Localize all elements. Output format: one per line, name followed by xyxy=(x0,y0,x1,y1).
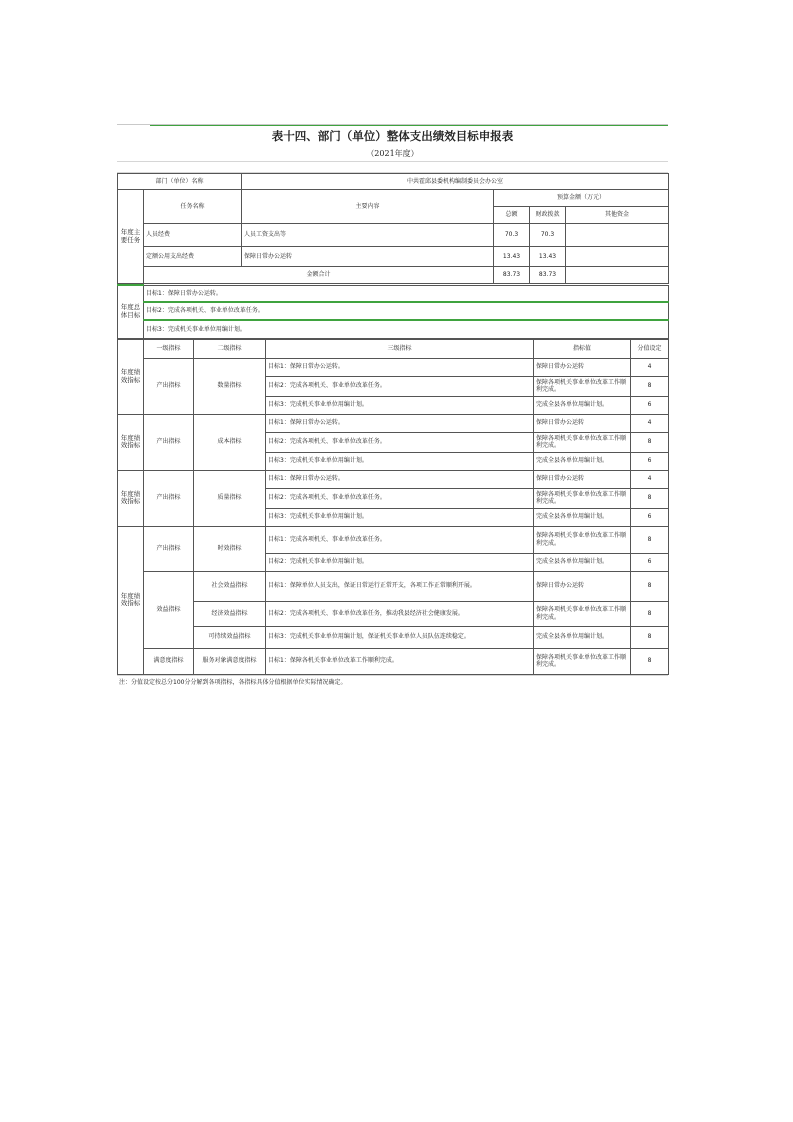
score-cell: 8 xyxy=(631,571,669,601)
goal-row xyxy=(118,320,669,338)
task-fiscal: 70.3 xyxy=(530,224,566,247)
indicator-row xyxy=(118,414,669,432)
l3-cell: 目标1：保障日常办公运转。 xyxy=(266,358,534,376)
value-cell: 完成全县各单位用编计划。 xyxy=(534,508,631,526)
l3-cell: 目标1：保障单位人员支出，保证日常运行正常开支，各项工作正常顺利开展。 xyxy=(266,571,534,601)
l1-cell: 产出指标 xyxy=(144,526,194,571)
l3-header: 三级指标 xyxy=(266,339,534,358)
sum-total: 83.73 xyxy=(494,267,530,284)
task-sum-row xyxy=(118,267,669,284)
task-total: 13.43 xyxy=(494,247,530,267)
l3-cell: 目标2：完成各项机关、事业单位改革任务，推动我县经济社会健康发展。 xyxy=(266,601,534,626)
l1-cell: 产出指标 xyxy=(144,358,194,414)
indicator-table xyxy=(117,339,669,675)
l2-cell: 服务对象满意度指标 xyxy=(194,648,266,674)
value-cell: 保障各项机关事业单位改革工作顺利完成。 xyxy=(534,488,631,508)
l2-cell: 可持续效益指标 xyxy=(194,626,266,648)
score-cell: 8 xyxy=(631,488,669,508)
indicator-row xyxy=(118,626,669,648)
score-cell: 8 xyxy=(631,526,669,553)
score-cell: 8 xyxy=(631,626,669,648)
l3-cell: 目标2：完成各项机关、事业单位改革任务。 xyxy=(266,488,534,508)
l1-cell: 效益指标 xyxy=(144,571,194,648)
task-total: 70.3 xyxy=(494,224,530,247)
value-cell: 保障日常办公运转 xyxy=(534,470,631,488)
score-cell: 6 xyxy=(631,396,669,414)
value-cell: 保障各项机关事业单位改革工作顺利完成。 xyxy=(534,432,631,452)
goal-row xyxy=(118,302,669,320)
score-cell: 6 xyxy=(631,553,669,571)
score-cell: 4 xyxy=(631,470,669,488)
sum-other xyxy=(566,267,669,284)
value-cell: 完成全县各单位用编计划。 xyxy=(534,396,631,414)
dept-row xyxy=(118,174,669,190)
l2-cell: 经济效益指标 xyxy=(194,601,266,626)
task-table xyxy=(117,173,669,284)
task-name: 定额公用支出经费 xyxy=(144,247,242,267)
value-cell: 完成全县各单位用编计划。 xyxy=(534,452,631,470)
goal-item: 目标3：完成机关事业单位用编计划。 xyxy=(144,320,669,338)
l3-cell: 目标2：完成各项机关、事业单位改革任务。 xyxy=(266,432,534,452)
l2-cell: 成本指标 xyxy=(194,414,266,470)
l2-cell: 时效指标 xyxy=(194,526,266,571)
value-header: 指标值 xyxy=(534,339,631,358)
value-cell: 保障各项机关事业单位改革工作顺利完成。 xyxy=(534,526,631,553)
score-cell: 8 xyxy=(631,432,669,452)
value-cell: 完成全县各单位用编计划。 xyxy=(534,553,631,571)
goal-row xyxy=(118,285,669,302)
value-cell: 保障日常办公运转 xyxy=(534,358,631,376)
value-cell: 保障各项机关事业单位改革工作顺利完成。 xyxy=(534,648,631,674)
l3-cell: 目标1：保障日常办公运转。 xyxy=(266,414,534,432)
score-cell: 4 xyxy=(631,414,669,432)
indicator-side-label: 年度绩效指标 xyxy=(118,526,144,674)
goal-item: 目标2：完成各项机关、事业单位改革任务。 xyxy=(144,302,669,320)
score-header: 分值设定 xyxy=(631,339,669,358)
task-side-label: 年度主要任务 xyxy=(118,190,144,284)
l3-cell: 目标3：完成机关事业单位用编计划，保证机关事业单位人员队伍连续稳定。 xyxy=(266,626,534,648)
l1-header: 一级指标 xyxy=(144,339,194,358)
l1-cell: 满意度指标 xyxy=(144,648,194,674)
goal-table xyxy=(117,284,669,339)
goal-side-label: 年度总体目标 xyxy=(118,285,144,338)
dept-name: 中共霍邱县委机构编制委员会办公室 xyxy=(242,174,669,190)
spacer-row xyxy=(117,161,668,173)
task-other xyxy=(566,247,669,267)
l3-cell: 目标3：完成机关事业单位用编计划。 xyxy=(266,452,534,470)
l1-cell: 产出指标 xyxy=(144,470,194,526)
score-cell: 6 xyxy=(631,508,669,526)
indicator-row xyxy=(118,358,669,376)
value-cell: 保障各项机关事业单位改革工作顺利完成。 xyxy=(534,376,631,396)
l1-cell: 产出指标 xyxy=(144,414,194,470)
l2-header: 二级指标 xyxy=(194,339,266,358)
form-year: （2021年度） xyxy=(366,149,419,158)
l3-cell: 目标1：保障各机关事业单位改革工作顺利完成。 xyxy=(266,648,534,674)
value-cell: 完成全县各单位用编计划。 xyxy=(534,626,631,648)
indicator-side-label: 年度绩效指标 xyxy=(118,339,144,414)
other-header: 其他资金 xyxy=(566,207,669,224)
score-cell: 8 xyxy=(631,601,669,626)
indicator-row xyxy=(118,526,669,553)
task-other xyxy=(566,224,669,247)
score-cell: 6 xyxy=(631,452,669,470)
fiscal-header: 财政拨款 xyxy=(530,207,566,224)
indicator-row xyxy=(118,470,669,488)
indicator-header-row xyxy=(118,339,669,358)
l2-cell: 社会效益指标 xyxy=(194,571,266,601)
form-title: 表十四、部门（单位）整体支出绩效目标申报表 xyxy=(117,124,668,147)
indicator-row xyxy=(118,648,669,674)
score-cell: 8 xyxy=(631,648,669,674)
footnote: 注：分值设定按总分100分分解到各项指标，各指标具体分值根据单位实际情况确定。 xyxy=(117,675,668,690)
sum-label: 金额合计 xyxy=(144,267,494,284)
budget-header: 预算金额（万元） xyxy=(494,190,669,207)
goal-item: 目标1：保障日常办公运转。 xyxy=(144,285,669,302)
performance-form xyxy=(117,124,668,690)
value-cell: 保障各项机关事业单位改革工作顺利完成。 xyxy=(534,601,631,626)
task-content: 人员工资支出等 xyxy=(242,224,494,247)
indicator-row xyxy=(118,571,669,601)
l3-cell: 目标1：保障日常办公运转。 xyxy=(266,470,534,488)
l3-cell: 目标3：完成机关事业单位用编计划。 xyxy=(266,396,534,414)
l2-cell: 数量指标 xyxy=(194,358,266,414)
task-name: 人员经费 xyxy=(144,224,242,247)
value-cell: 保障日常办公运转 xyxy=(534,414,631,432)
l3-cell: 目标1：完成各项机关、事业单位改革任务。 xyxy=(266,526,534,553)
indicator-side-label: 年度绩效指标 xyxy=(118,470,144,526)
score-cell: 8 xyxy=(631,376,669,396)
l3-cell: 目标3：完成机关事业单位用编计划。 xyxy=(266,508,534,526)
sum-fiscal: 83.73 xyxy=(530,267,566,284)
task-row xyxy=(118,247,669,267)
l3-cell: 目标2：完成各项机关、事业单位改革任务。 xyxy=(266,376,534,396)
task-content: 保障日常办公运转 xyxy=(242,247,494,267)
l2-cell: 质量指标 xyxy=(194,470,266,526)
l3-cell: 目标2：完成机关事业单位用编计划。 xyxy=(266,553,534,571)
total-header: 总额 xyxy=(494,207,530,224)
task-header-row xyxy=(118,190,669,207)
task-content-header: 主要内容 xyxy=(242,190,494,224)
task-row xyxy=(118,224,669,247)
task-fiscal: 13.43 xyxy=(530,247,566,267)
task-name-header: 任务名称 xyxy=(144,190,242,224)
value-cell: 保障日常办公运转 xyxy=(534,571,631,601)
dept-label: 部门（单位）名称 xyxy=(118,174,242,190)
indicator-side-label: 年度绩效指标 xyxy=(118,414,144,470)
indicator-row xyxy=(118,601,669,626)
score-cell: 4 xyxy=(631,358,669,376)
